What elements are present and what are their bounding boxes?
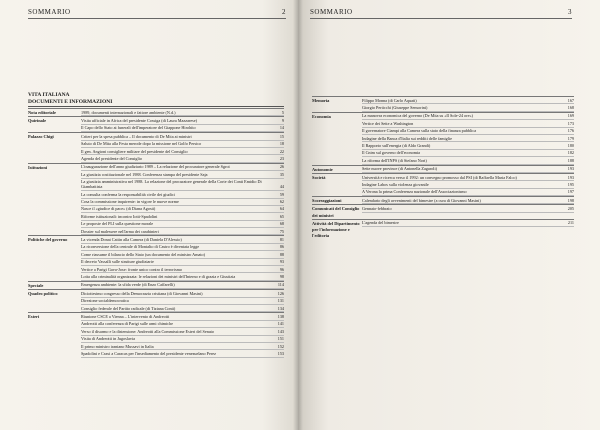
toc-entry bbox=[81, 206, 284, 213]
toc-entry bbox=[81, 109, 284, 116]
toc-entry bbox=[81, 171, 284, 178]
right-page-number: 3 bbox=[568, 8, 572, 16]
toc-entry-page: 114 bbox=[277, 282, 284, 288]
toc-entry-title: Il governatore Ciampi alla Camera sulla stato della finanza pubblica bbox=[362, 128, 477, 134]
toc-entry bbox=[81, 244, 284, 251]
toc-entry-title: Cosa la commissione inquirente: in vigore le nuove norme bbox=[81, 199, 179, 205]
toc-entry-title: Sette nuove province (di Antonella Zagaroli) bbox=[362, 166, 438, 172]
toc-entry-page: 198 bbox=[567, 197, 574, 203]
toc-entry-list bbox=[362, 205, 574, 218]
toc-entry-title: Riunione CSCE a Vienna – L'intervento di Andreotti bbox=[81, 313, 170, 319]
toc-entry bbox=[81, 179, 284, 192]
toc-section bbox=[28, 289, 284, 312]
toc-entry-page: 22 bbox=[279, 148, 284, 154]
toc-section bbox=[28, 312, 284, 357]
toc-entry bbox=[81, 251, 284, 258]
toc-entry bbox=[81, 125, 284, 132]
toc-entry bbox=[81, 164, 284, 171]
toc-entry-page: 152 bbox=[277, 343, 284, 349]
toc-entry-page: 195 bbox=[567, 181, 574, 187]
section-heading bbox=[28, 92, 284, 107]
right-contents bbox=[312, 96, 574, 239]
toc-entry-page: 197 bbox=[567, 189, 574, 195]
toc-entry bbox=[81, 266, 284, 273]
toc-entry-page: 211 bbox=[567, 220, 574, 226]
toc-section-name: Esteri bbox=[28, 314, 40, 320]
toc-entry bbox=[362, 128, 574, 135]
toc-entry bbox=[362, 135, 574, 142]
toc-section-name: Quadro politico bbox=[28, 291, 58, 297]
toc-entry bbox=[81, 343, 284, 350]
toc-entry-title: Università e ricerca verso il 1992: un convegno promosso dal PSI (di Raffaella Maria Falco) bbox=[362, 174, 517, 180]
toc-entry-title: Verso il disarmo e la distensione: Andreotti alla Commissione Esteri del Senato bbox=[81, 328, 214, 334]
toc-entry-title: Criteri per la spesa pubblica – Il documento di De Mita ai ministri bbox=[81, 133, 192, 139]
toc-entry-page: 62 bbox=[279, 199, 284, 205]
toc-section-name: Nota editoriale bbox=[28, 110, 56, 115]
toc-entry-title: Agenda del presidente del Consiglio bbox=[81, 155, 142, 161]
toc-entry-list bbox=[362, 97, 574, 112]
toc-entry-title: Andreotti alla conferenza di Parigi sulle armi chimiche bbox=[81, 321, 173, 327]
toc-entry bbox=[362, 150, 574, 157]
toc-entry-title: Visita ufficiale in Africa del presidente Cossiga (di Laura Mazzarese) bbox=[81, 117, 198, 123]
toc-entry-title: Giorgio Perticchi (Giuseppe Sensorini) bbox=[362, 104, 428, 110]
toc-section bbox=[28, 132, 284, 163]
toc-section bbox=[312, 96, 574, 112]
toc-entry-title: Dossier sul malessere nell'arma dei carabinieri bbox=[81, 228, 159, 234]
toc-entry bbox=[362, 205, 574, 212]
toc-entry-title: La vicenda Donat Cattin alla Camera (di Daniela D'Alessio) bbox=[81, 237, 182, 243]
toc-entry-page: 168 bbox=[567, 104, 574, 110]
toc-entry-page: 153 bbox=[277, 350, 284, 356]
toc-entry bbox=[81, 321, 284, 328]
toc-entry-page: 96 bbox=[279, 266, 284, 272]
toc-section bbox=[28, 281, 284, 289]
toc-entry bbox=[362, 157, 574, 164]
toc-entry bbox=[362, 97, 574, 104]
toc-section bbox=[312, 204, 574, 218]
toc-entry bbox=[362, 197, 574, 204]
toc-section-name: Politiche del governo bbox=[28, 237, 68, 243]
toc-entry-list bbox=[81, 313, 284, 357]
toc-entry-list bbox=[362, 113, 574, 165]
section-heading-line-1: VITA ITALIANA bbox=[28, 92, 70, 98]
toc-entry bbox=[362, 142, 574, 149]
left-section-list bbox=[28, 108, 284, 358]
toc-entry bbox=[81, 199, 284, 206]
left-header-title: SOMMARIO bbox=[28, 8, 71, 16]
toc-entry-title: A Verona la prima Conferenza nazionale dell'Associazionismo bbox=[362, 189, 467, 195]
toc-section-name: Palazzo Chigi bbox=[28, 134, 54, 140]
toc-entry-page: 169 bbox=[567, 113, 574, 119]
toc-section-name: Autonomie bbox=[312, 166, 333, 172]
toc-entry-title: 1989, documenti internazionali e fattore ambiente (N.d.) bbox=[81, 109, 176, 115]
toc-entry bbox=[81, 259, 284, 266]
toc-entry bbox=[81, 133, 284, 140]
toc-entry bbox=[362, 104, 574, 111]
toc-entry-title: La giustizia costituzionale nel 1988. Conferenza stampa del presidente Saja bbox=[81, 171, 208, 177]
toc-entry-title: Come riassume il bilancio dello Stato (un documento del ministro Amato) bbox=[81, 251, 205, 257]
section-heading-line-2: DOCUMENTI E INFORMAZIONI bbox=[28, 98, 113, 105]
toc-entry-page: 81 bbox=[279, 237, 284, 243]
toc-section bbox=[28, 108, 284, 116]
toc-entry bbox=[81, 298, 284, 305]
toc-entry bbox=[81, 141, 284, 148]
toc-entry-page: 138 bbox=[277, 313, 284, 319]
toc-entry-title: Il Capo dello Stato ai funerali dell'imperatore del Giappone Hirohito bbox=[81, 125, 196, 131]
toc-entry-page: 193 bbox=[567, 174, 574, 180]
toc-entry bbox=[81, 148, 284, 155]
left-page bbox=[0, 0, 298, 430]
toc-entry-title: Filippo Monna (di Carlo Aquati) bbox=[362, 97, 417, 103]
toc-section-name: Memoria bbox=[312, 98, 330, 103]
toc-entry-list bbox=[81, 109, 284, 116]
toc-entry-title: Il decreto Vassalli sulle strutture giudiziarie bbox=[81, 259, 154, 265]
toc-entry-page: 35 bbox=[279, 171, 284, 177]
toc-entry bbox=[362, 174, 574, 181]
toc-entry-page: 75 bbox=[279, 228, 284, 234]
toc-entry-list bbox=[81, 164, 284, 236]
toc-section-name: Società bbox=[312, 174, 326, 180]
left-contents bbox=[28, 92, 284, 358]
toc-entry-page: 86 bbox=[279, 244, 284, 250]
toc-entry-page: 64 bbox=[279, 206, 284, 212]
toc-entry-page: 59 bbox=[279, 191, 284, 197]
toc-entry-page: 23 bbox=[279, 155, 284, 161]
toc-entry bbox=[362, 166, 574, 173]
toc-entry-page: 188 bbox=[567, 157, 574, 163]
toc-entry bbox=[81, 328, 284, 335]
right-page-header bbox=[310, 6, 572, 19]
toc-entry bbox=[362, 220, 574, 227]
toc-entry bbox=[81, 117, 284, 124]
toc-entry-list bbox=[81, 117, 284, 132]
toc-entry-title: Visita di Andreotti in Jugoslavia bbox=[81, 336, 135, 342]
toc-section bbox=[28, 116, 284, 132]
toc-entry-page: 141 bbox=[277, 321, 284, 327]
toc-entry-page: 9 bbox=[281, 117, 284, 123]
toc-entry-page: 131 bbox=[277, 298, 284, 304]
toc-entry-page: 5 bbox=[281, 109, 284, 115]
toc-entry-page: 205 bbox=[567, 206, 574, 212]
toc-entry bbox=[81, 221, 284, 228]
toc-section-name: Comunicati del Consiglio dei ministri bbox=[312, 206, 360, 218]
toc-entry-page: 88 bbox=[279, 251, 284, 257]
toc-entry-page: 44 bbox=[279, 184, 284, 190]
toc-entry-title: Indagine Labos sulla violenza giovanile bbox=[362, 181, 429, 187]
toc-entry bbox=[81, 236, 284, 243]
toc-entry-page: 18 bbox=[279, 141, 284, 147]
toc-entry-page: 65 bbox=[279, 213, 284, 219]
right-header-title: SOMMARIO bbox=[310, 8, 353, 16]
toc-section bbox=[28, 235, 284, 280]
toc-entry bbox=[81, 273, 284, 280]
toc-section bbox=[312, 196, 574, 204]
toc-entry-list bbox=[362, 166, 574, 173]
toc-section bbox=[312, 112, 574, 165]
toc-entry-title: La manovra economica del governo (De Mita su «Il Sole-24 ore») bbox=[362, 113, 473, 119]
left-page-number: 2 bbox=[282, 8, 286, 16]
toc-entry-title: Vertice a Parigi Gava-Joxe: fronte unico contro il terrorismo bbox=[81, 266, 182, 272]
toc-entry bbox=[81, 282, 284, 289]
toc-entry-page: 151 bbox=[277, 336, 284, 342]
toc-entry-title: Spadolini e Craxi a Caracas per l'insediamento del presidente venezuelano Perez bbox=[81, 350, 216, 356]
left-page-header bbox=[28, 6, 286, 19]
toc-entry bbox=[81, 305, 284, 312]
toc-entry-title: Le proposte del PLI sulla questione morale bbox=[81, 221, 154, 227]
toc-entry-list bbox=[81, 133, 284, 163]
toc-entry-page: 14 bbox=[279, 125, 284, 131]
toc-entry-title: Il primo ministro iraniano Mussavi in Italia bbox=[81, 343, 154, 349]
toc-entry-page: 15 bbox=[279, 133, 284, 139]
toc-entry bbox=[362, 181, 574, 188]
toc-entry-page: 68 bbox=[279, 221, 284, 227]
toc-entry-title: Lotta alla criminalità organizzata: le relazioni dei ministri dell'Interno e di grazia e Giustizia bbox=[81, 274, 236, 279]
toc-entry bbox=[81, 228, 284, 235]
toc-entry-page: 167 bbox=[567, 97, 574, 103]
toc-entry-page: 180 bbox=[567, 142, 574, 148]
toc-section-name: Scoreaggiazioni bbox=[312, 198, 342, 204]
toc-entry bbox=[81, 313, 284, 320]
toc-entry-title: Consiglio federale del Partito radicale (di Tiziana Conti) bbox=[81, 305, 176, 311]
toc-entry-title: Riforme istituzionali: incontro Iotti-Spadolini bbox=[81, 213, 158, 219]
toc-entry-title: Nasce il «giudice di pace» (di Diana Agosti) bbox=[81, 206, 156, 212]
toc-entry-title: La consulta conferma la responsabilità civile dei giudici bbox=[81, 191, 175, 197]
toc-section bbox=[312, 219, 574, 240]
toc-entry-title: Direzione socialdemocratica bbox=[81, 298, 129, 304]
toc-entry-page: 173 bbox=[567, 120, 574, 126]
toc-entry-title: Diciottesimo congresso della Democrazia cristiana (di Giovanni Masini) bbox=[81, 290, 203, 296]
right-page bbox=[298, 0, 600, 430]
toc-entry-title: La riconversione della centrale di Montalto di Castro è diventata legge bbox=[81, 244, 200, 250]
toc-entry bbox=[362, 113, 574, 120]
toc-entry-title: Il Rapporto sull'energia (di Aldo Grandi) bbox=[362, 142, 431, 148]
toc-entry-page: 126 bbox=[277, 290, 284, 296]
toc-entry-title: Il gen. Angioni consigliere militare del presidente del Consiglio bbox=[81, 148, 188, 154]
right-section-list bbox=[312, 96, 574, 239]
toc-entry-page: 93 bbox=[279, 259, 284, 265]
toc-entry bbox=[81, 213, 284, 220]
toc-entry-title: L'inaugurazione dell'anno giudiziario 1989 – La relazione del procuratore generale Sgroi bbox=[81, 164, 230, 170]
toc-entry-list bbox=[81, 290, 284, 312]
toc-entry bbox=[81, 350, 284, 357]
toc-entry-title: Gennaio-febbraio bbox=[362, 206, 392, 212]
toc-entry-page: 179 bbox=[567, 135, 574, 141]
toc-entry-list bbox=[81, 236, 284, 280]
toc-entry-page: 143 bbox=[277, 328, 284, 334]
toc-entry-list bbox=[362, 174, 574, 196]
toc-entry-title: L'agenda del bimestre bbox=[362, 220, 399, 226]
toc-entry bbox=[81, 155, 284, 162]
toc-entry-page: 176 bbox=[567, 128, 574, 134]
toc-entry-list bbox=[81, 282, 284, 289]
toc-entry-title: Calendario degli avvenimenti del bimestre (a cura di Giovanni Masini) bbox=[362, 197, 481, 203]
toc-section-name: Quirinale bbox=[28, 118, 47, 124]
toc-section-name: Speciale bbox=[28, 282, 44, 288]
toc-entry-page: 193 bbox=[567, 166, 574, 172]
toc-entry-page: 98 bbox=[279, 274, 284, 279]
toc-entry bbox=[362, 120, 574, 127]
toc-entry bbox=[81, 290, 284, 297]
toc-section bbox=[28, 163, 284, 236]
toc-entry-title: Vertice dei Sette a Washington bbox=[362, 120, 414, 126]
toc-entry-page: 134 bbox=[277, 305, 284, 311]
toc-entry-page: 26 bbox=[279, 164, 284, 170]
toc-section-name: Attività del Dipartimento per l'informazione e l'editoria bbox=[312, 220, 360, 239]
toc-entry-title: Indagine della Banca d'Italia sui redditi delle famiglie bbox=[362, 135, 452, 141]
toc-entry-page: 182 bbox=[567, 150, 574, 156]
toc-entry-title: La riforma dell'INPS (di Stefano Nori) bbox=[362, 157, 427, 163]
toc-entry-title: La giustizia amministrativa nel 1988. La relazione del procuratore generale della Corte dei Conti Emidio Di Giambattista bbox=[81, 179, 262, 190]
toc-entry-title: Saluto di De Mita alla Festa merode dopo la missione nel Golfo Persico bbox=[81, 141, 202, 147]
toc-entry-title: Emergenza ambiente: la sfida verde (di Enzo Caffarelli) bbox=[81, 282, 175, 288]
toc-section-name: Istituzioni bbox=[28, 164, 48, 170]
toc-entry bbox=[362, 189, 574, 196]
toc-entry-title: Il Cnim sul governo dell'economia bbox=[362, 150, 420, 156]
toc-entry-list bbox=[362, 220, 574, 240]
toc-section-name: Economia bbox=[312, 113, 331, 119]
toc-section bbox=[312, 173, 574, 196]
toc-entry bbox=[81, 336, 284, 343]
toc-section bbox=[312, 165, 574, 173]
toc-entry bbox=[81, 191, 284, 198]
toc-entry-list bbox=[362, 197, 574, 204]
